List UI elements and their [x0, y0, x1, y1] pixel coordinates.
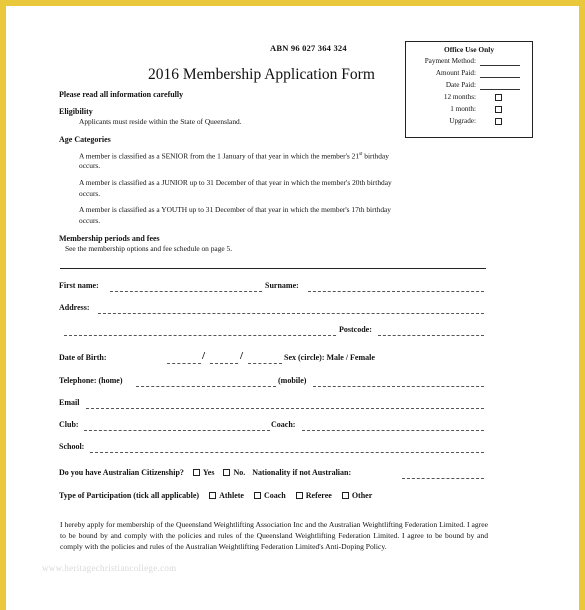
form-title: 2016 Membership Application Form: [148, 66, 375, 83]
coach-label: Coach:: [271, 420, 296, 429]
coach-option-label: Coach: [263, 491, 286, 500]
athlete-checkbox[interactable]: [209, 492, 216, 499]
citizenship-no-checkbox[interactable]: [223, 469, 230, 476]
age-youth-text: A member is classified as a YOUTH up to 31 December of that year in which the member's 17th birthday: [79, 205, 391, 214]
postcode-label: Postcode:: [339, 325, 372, 334]
office-use-box: [405, 41, 533, 138]
school-field[interactable]: [90, 452, 484, 453]
citizenship-yes-checkbox[interactable]: [193, 469, 200, 476]
periods-text: See the membership options and fee schedule on page 5.: [65, 244, 233, 253]
section-divider: [60, 268, 486, 269]
nationality-field[interactable]: [402, 478, 484, 479]
dob-label: Date of Birth:: [59, 353, 107, 362]
school-label: School:: [59, 442, 85, 451]
telephone-home-field[interactable]: [136, 386, 276, 387]
nationality-label: Nationality if not Australian:: [252, 468, 352, 477]
coach-field[interactable]: [302, 430, 484, 431]
dob-month-field[interactable]: [210, 363, 238, 364]
citizenship-label: [59, 468, 351, 477]
office-blank-line: [480, 65, 520, 66]
eligibility-text: Applicants must reside within the State of Queensland.: [79, 117, 242, 126]
surname-field[interactable]: [308, 291, 484, 292]
office-row-12-months: [406, 93, 532, 104]
age-senior-occurs: occurs.: [79, 161, 101, 170]
participation-row: [59, 491, 372, 500]
dob-separator: /: [202, 350, 206, 362]
surname-label: Surname:: [265, 281, 299, 290]
document-page: [6, 6, 579, 610]
office-row-date: [406, 81, 532, 92]
office-row-amount: [406, 69, 532, 80]
citizenship-yes-label: Yes: [202, 468, 215, 477]
age-heading: Age Categories: [59, 135, 111, 144]
declaration-paragraph: I hereby apply for membership of the Queensland Weightlifting Association Inc and the Australian Weightlifting Federation Limited. I agree to be bound by and comply with the policies and rules of the Queensland Weightlifting Federation Limited. I agree to be bound by and comply with the policies and rules of the Australian Weightlifting Federation Limited's Anti-Doping Policy.: [60, 520, 488, 551]
periods-heading: Membership periods and fees: [59, 234, 160, 243]
office-row-payment: [406, 57, 532, 68]
club-field[interactable]: [84, 430, 270, 431]
office-blank-line: [480, 89, 520, 90]
citizenship-no-label: No.: [233, 468, 246, 477]
office-label: 12 months:: [443, 93, 476, 101]
referee-checkbox[interactable]: [296, 492, 303, 499]
dob-separator: /: [240, 350, 244, 362]
email-label: Email: [59, 398, 80, 407]
mobile-field[interactable]: [313, 386, 484, 387]
office-blank-line: [480, 77, 520, 78]
watermark-text: www.heritagechristiancollege.com: [42, 563, 177, 573]
first-name-label: First name:: [59, 281, 99, 290]
address-label: Address:: [59, 303, 90, 312]
office-use-heading: Office Use Only: [443, 45, 495, 54]
address-field-line-2[interactable]: [64, 335, 336, 336]
referee-label: Referee: [305, 491, 332, 500]
mobile-label: (mobile): [278, 376, 307, 385]
office-checkbox[interactable]: [495, 94, 502, 101]
office-label: 1 month:: [450, 105, 476, 113]
address-field-line-1[interactable]: [98, 313, 484, 314]
office-row-upgrade: [406, 117, 532, 128]
office-checkbox[interactable]: [495, 118, 502, 125]
club-label: Club:: [59, 420, 79, 429]
sex-label: Sex (circle): Male / Female: [284, 353, 375, 362]
office-label: Date Paid:: [445, 81, 476, 89]
age-youth-occurs: occurs.: [79, 216, 101, 225]
age-junior-occurs: occurs.: [79, 189, 101, 198]
citizenship-question: Do you have Australian Citizenship?: [59, 468, 184, 477]
coach-checkbox[interactable]: [254, 492, 261, 499]
office-row-1-month: [406, 105, 532, 116]
age-junior-text: A member is classified as a JUNIOR up to 31 December of that year in which the member's 20th birthday: [79, 178, 392, 187]
other-label: Other: [351, 491, 373, 500]
age-senior-text: [79, 150, 389, 162]
other-checkbox[interactable]: [342, 492, 349, 499]
dob-day-field[interactable]: [167, 363, 201, 364]
email-field[interactable]: [86, 408, 484, 409]
abn-number: ABN 96 027 364 324: [270, 43, 347, 53]
participation-label: Type of Participation (tick all applicable): [59, 491, 200, 500]
office-label: Payment Method:: [424, 57, 476, 65]
office-label: Amount Paid:: [435, 69, 476, 77]
postcode-field[interactable]: [378, 335, 484, 336]
age-senior-line: A member is classified as a SENIOR from the 1 January of that year in which the member's 21: [79, 151, 360, 161]
eligibility-heading: Eligibility: [59, 107, 93, 116]
telephone-label: Telephone: (home): [59, 376, 123, 385]
age-senior-tail: birthday: [362, 151, 389, 161]
intro-heading: Please read all information carefully: [59, 90, 184, 99]
dob-year-field[interactable]: [248, 363, 282, 364]
first-name-field[interactable]: [110, 291, 262, 292]
age-senior-sup: st: [359, 152, 363, 157]
office-checkbox[interactable]: [495, 106, 502, 113]
athlete-label: Athlete: [219, 491, 244, 500]
office-label: Upgrade:: [449, 117, 476, 125]
